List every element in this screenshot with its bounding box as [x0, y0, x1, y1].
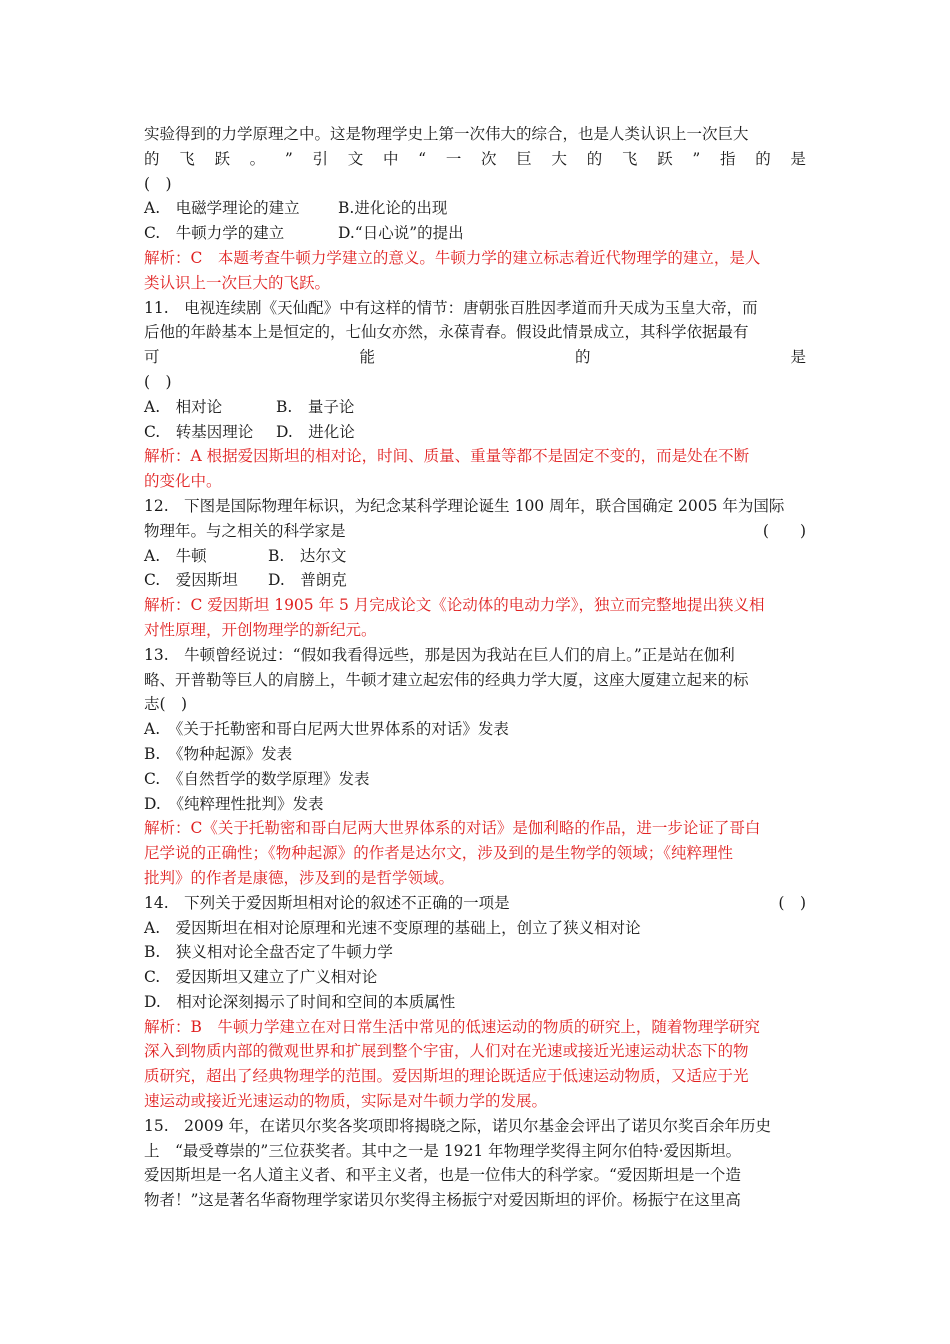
q14-analysis-line: 解析：B 牛顿力学建立在对日常生活中常见的低速运动的物质的研究上，随着物理学研究	[144, 1017, 760, 1036]
justified-char: 的	[755, 149, 771, 168]
q10-analysis-line: 类认识上一次巨大的飞跃。	[144, 273, 331, 292]
justified-char: 引	[312, 149, 329, 168]
justified-char: 巨	[516, 149, 532, 168]
q14-analysis-line: 深入到物质内部的微观世界和扩展到整个宇宙，人们对在光速或接近光速运动状态下的物	[144, 1042, 749, 1061]
q11-option-c: C. 转基因理论	[144, 422, 254, 441]
q10-answer-paren: ( )	[144, 174, 172, 193]
q11-analysis-line: 解析：A 根据爱因斯坦的相对论，时间、质量、重量等都不是固定不变的，而是处在不断	[144, 447, 750, 466]
q12-stem-line	[144, 519, 806, 544]
justified-char: 跃	[657, 149, 673, 168]
q14-option-d: D. 相对论深刻揭示了时间和空间的本质属性	[144, 992, 456, 1011]
justified-char: 一	[445, 149, 462, 168]
q13-option-d: D. 《纯粹理性批判》发表	[144, 794, 324, 813]
justified-char: 的	[586, 149, 603, 168]
justified-char: 可	[144, 348, 160, 367]
q12-options-ab	[144, 544, 806, 569]
q11-option-d: D. 进化论	[276, 422, 355, 441]
q12-stem-text: 物理年。与之相关的科学家是	[144, 521, 346, 540]
q13-stem-line: 13. 牛顿曾经说过：“假如我看得远些，那是因为我站在巨人们的肩上。”正是站在伽利	[144, 645, 735, 664]
q13-option-a: A. 《关于托勒密和哥白尼两大世界体系的对话》发表	[144, 720, 509, 739]
justified-char: 次	[481, 149, 497, 168]
justified-char: ”	[692, 149, 701, 168]
q12-option-b: B. 达尔文	[268, 546, 347, 565]
q10-stem-line: 实验得到的力学原理之中。这是物理学史上第一次伟大的综合，也是人类认识上一次巨大	[144, 125, 749, 143]
q12-analysis-line: 解析：C 爱因斯坦 1905 年 5 月完成论文《论动体的电动力学》，独立而完整地提出狭义相	[144, 596, 765, 615]
q15-stem-line: 爱因斯坦是一名人道主义者、和平主义者，也是一位伟大的科学家。“爱因斯坦是一个造	[144, 1166, 741, 1185]
q12-answer-paren: ( )	[762, 521, 806, 540]
q10-options-cd	[144, 221, 806, 246]
q10-option-d: D.“日心说”的提出	[338, 224, 464, 243]
q12-stem-line: 12. 下图是国际物理年标识，为纪念某科学理论诞生 100 周年，联合国确定 2005 年为国际	[144, 496, 785, 515]
justified-char: 的	[574, 348, 591, 367]
q13-stem-line: 志( )	[144, 695, 188, 714]
q11-option-a: A. 相对论	[144, 397, 223, 416]
q15-stem-line: 物者！”这是著名华裔物理学家诺贝尔奖得主杨振宁对爱因斯坦的评价。杨振宁在这里高	[144, 1191, 741, 1210]
q12-option-a: A. 牛顿	[144, 546, 207, 565]
q13-analysis-line: 解析：C《关于托勒密和哥白尼两大世界体系的对话》是伽利略的作品，进一步论证了哥白	[144, 819, 761, 838]
q10-stem-justified-line	[144, 147, 806, 172]
justified-char: 的	[144, 149, 160, 168]
q15-stem-line: 15. 2009 年，在诺贝尔奖各奖项即将揭晓之际，诺贝尔基金会评出了诺贝尔奖百余年历史	[144, 1116, 772, 1135]
q14-option-c: C. 爱因斯坦又建立了广义相对论	[144, 968, 378, 987]
q14-option-a: A. 爱因斯坦在相对论原理和光速不变原理的基础上，创立了狭义相对论	[144, 918, 641, 937]
justified-char: 飞	[621, 149, 638, 168]
justified-char: 能	[359, 348, 375, 367]
q14-option-b: B. 狭义相对论全盘否定了牛顿力学	[144, 943, 393, 962]
q11-stem-justified-line	[144, 345, 806, 370]
q13-option-b: B. 《物种起源》发表	[144, 744, 293, 763]
q12-option-d: D. 普朗克	[268, 571, 347, 590]
justified-char: 中	[382, 149, 399, 168]
q13-analysis-line: 尼学说的正确性；《物种起源》的作者是达尔文，涉及到的是生物学的领域；《纯粹理性	[144, 844, 734, 863]
justified-char: 指	[719, 149, 736, 168]
justified-char: 跃	[214, 149, 230, 168]
justified-char: 大	[551, 149, 567, 168]
q10-option-b: B.进化论的出现	[338, 199, 448, 218]
q12-analysis-line: 对性原理，开创物理学的新纪元。	[144, 620, 377, 639]
q11-option-b: B. 量子论	[276, 397, 355, 416]
document-page	[144, 122, 806, 1213]
q11-stem-line: 11. 电视连续剧《天仙配》中有这样的情节：唐朝张百胜因孝道而升天成为玉皇大帝，而	[144, 298, 758, 317]
q11-answer-paren: ( )	[144, 372, 172, 391]
q11-options-cd	[144, 420, 806, 445]
q13-analysis-line: 批判》的作者是康德，涉及到的是哲学领域。	[144, 868, 455, 887]
q14-stem-text: 14. 下列关于爱因斯坦相对论的叙述不正确的一项是	[144, 893, 510, 912]
justified-char: 是	[790, 348, 806, 367]
q10-option-a: A. 电磁学理论的建立	[144, 199, 300, 218]
justified-char: 文	[347, 149, 364, 168]
q11-analysis-line: 的变化中。	[144, 472, 222, 491]
q10-analysis-line: 解析：C 本题考查牛顿力学建立的意义。牛顿力学的建立标志着近代物理学的建立，是人	[144, 248, 761, 267]
q12-option-c: C. 爱因斯坦	[144, 571, 238, 590]
q11-options-ab	[144, 395, 806, 420]
justified-char: 飞	[179, 149, 195, 168]
justified-char: ”	[284, 149, 293, 168]
q13-stem-line: 略、开普勒等巨人的肩膀上，牛顿才建立起宏伟的经典力学大厦，这座大厦建立起来的标	[144, 670, 749, 689]
q14-analysis-line: 速运动或接近光速运动的物质，实际是对牛顿力学的发展。	[144, 1092, 548, 1111]
q13-option-c: C. 《自然哲学的数学原理》发表	[144, 769, 370, 788]
justified-char: 是	[790, 149, 806, 168]
q12-options-cd	[144, 568, 806, 593]
q11-stem-line: 后他的年龄基本上是恒定的，七仙女亦然，永葆青春。假设此情景成立，其科学依据最有	[144, 323, 749, 342]
justified-char: “	[418, 149, 427, 168]
justified-char: 。	[249, 149, 266, 168]
q14-analysis-line: 质研究，超出了经典物理学的范围。爱因斯坦的理论既适应于低速运动物质，又适应于光	[144, 1067, 749, 1086]
q15-stem-line: 上 “最受尊崇的”三位获奖者。其中之一是 1921 年物理学奖得主阿尔伯特·爱因斯坦。	[144, 1141, 742, 1160]
q14-answer-paren: ( )	[778, 893, 806, 912]
q10-option-c: C. 牛顿力学的建立	[144, 224, 285, 243]
q10-options-ab	[144, 196, 806, 221]
q14-stem-line	[144, 891, 806, 916]
